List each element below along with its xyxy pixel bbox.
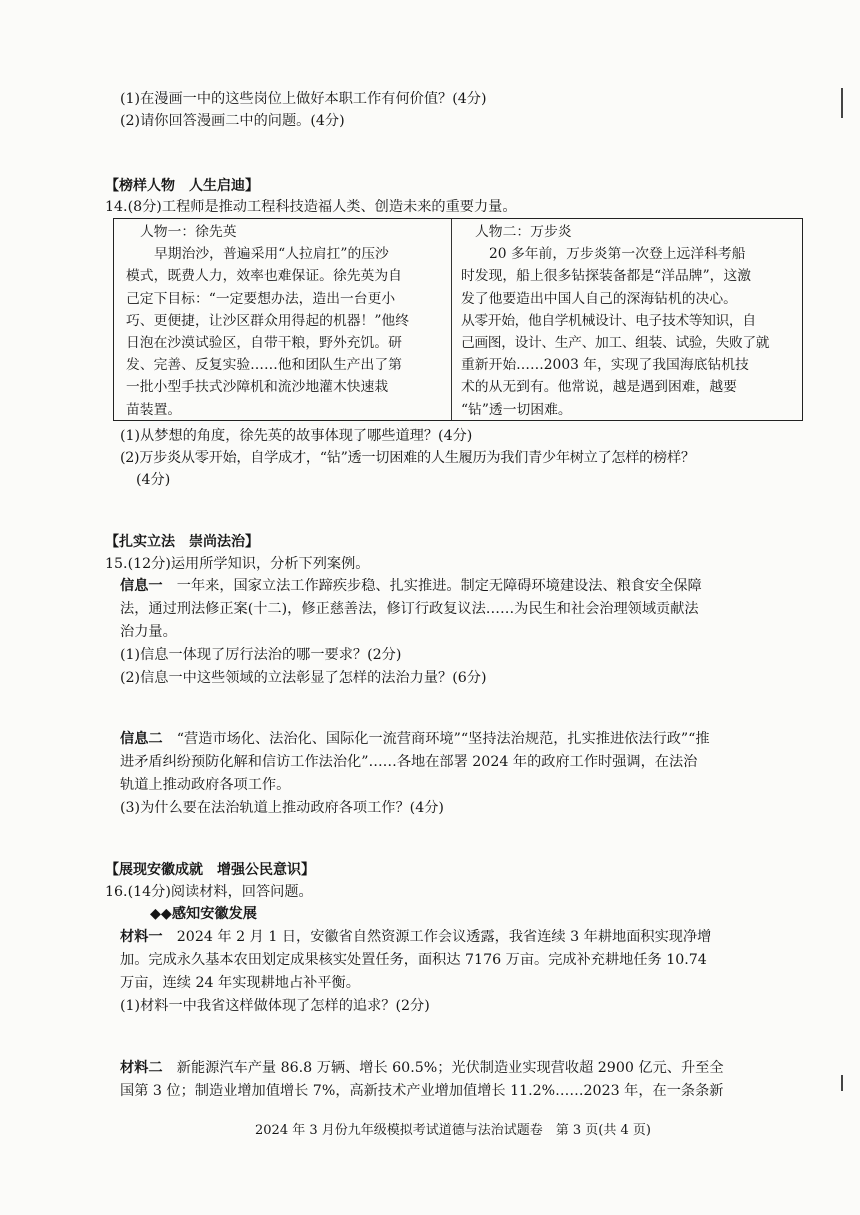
q15-sub3: (3)为什么要在法治轨道上推动政府各项工作？(4分) (120, 800, 444, 816)
cell-title: 人物一：徐先英 (140, 224, 237, 240)
scan-edge-mark (841, 1075, 843, 1091)
cell-line: “钻”透一切困难。 (461, 401, 572, 418)
cell-line: 20 多年前，万步炎第一次登上远洋科考船 (489, 246, 746, 263)
page-footer: 2024 年 3 月份九年级模拟考试道德与法治试题卷 第 3 页(共 4 页) (255, 1123, 651, 1138)
info1-label: 信息一 (120, 578, 163, 594)
q14-figure-table (113, 218, 803, 421)
material1-line: 2024 年 2 月 1 日，安徽省自然资源工作会议透露，我省连续 3 年耕地面积实现净增 (162, 929, 712, 945)
material1-label: 材料一 (120, 929, 163, 945)
q15-info2-line3: 轨道上推动政府各项工作。 (120, 777, 291, 793)
cell-line: 术的从无到有。他常说，越是遇到困难，越要 (461, 379, 737, 396)
cell-title: 人物二：万步炎 (475, 224, 572, 240)
section-heading-anhui: 【展现安徽成就 增强公民意识】 (105, 862, 315, 878)
cell-line: 己画图，设计、生产、加工、组装、试验，失败了就 (461, 335, 770, 352)
section-heading-rule-of-law: 【扎实立法 崇尚法治】 (105, 534, 259, 550)
cell-line: 发了他要造出中国人自己的深海钻机的决心。 (461, 290, 737, 307)
info2-label: 信息二 (120, 731, 163, 747)
q15-sub1: (1)信息一体现了厉行法治的哪一要求？(2分) (120, 647, 402, 663)
cell-line: 日泡在沙漠试验区，自带干粮，野外充饥。研 (126, 335, 402, 352)
cell-line: 一批小型手扶式沙障机和流沙地灌木快速栽 (126, 379, 389, 396)
cell-line: 巧、更便捷，让沙区群众用得起的机器！”他终 (126, 312, 409, 329)
q15-info1-line2: 法，通过刑法修正案(十二)，修正慈善法，修订行政复议法……为民生和社会治理领域贡献法 (120, 601, 699, 617)
q15-info2 (120, 728, 710, 750)
q15-stem: 15.(12分)运用所学知识，分析下列案例。 (105, 556, 370, 572)
q15-info1 (120, 575, 702, 597)
table-cell-xu-xianying (126, 221, 448, 421)
cell-line: 从零开始，他自学机械设计、电子技术等知识，自 (461, 312, 756, 329)
material2-line: 新能源汽车产量 86.8 万辆、增长 60.5%；光伏制造业实现营收超 2900 亿元、升至全 (162, 1060, 724, 1076)
q16-material1-line2: 加。完成永久基本农田划定成果核实处置任务，面积达 7176 万亩。完成补充耕地任务 10.74 (120, 952, 707, 968)
q14-sub2: (2)万步炎从零开始，自学成才，“钻”透一切困难的人生履历为我们青少年树立了怎样的榜样？ (120, 450, 695, 466)
q15-info1-line3: 治力量。 (120, 624, 177, 640)
q15-info2-line2: 进矛盾纠纷预防化解和信访工作法治化”……各地在部署 2024 年的政府工作时强调，在法治 (120, 754, 698, 770)
q14-sub2-score: (4分) (136, 472, 171, 488)
q14-stem: 14.(8分)工程师是推动工程科技造福人类、创造未来的重要力量。 (105, 199, 517, 215)
q16-stem: 16.(14分)阅读材料，回答问题。 (105, 884, 313, 900)
cell-line: 重新开始……2003 年，实现了我国海底钻机技 (461, 357, 749, 374)
cell-line: 己定下目标：“一定要想办法，造出一台更小 (126, 290, 396, 307)
scan-edge-mark (841, 88, 843, 118)
q16-subhead: ◆◆感知安徽发展 (150, 906, 257, 922)
q16-material2 (120, 1057, 724, 1079)
q13-sub1: (1)在漫画一中的这些岗位上做好本职工作有何价值？(4分) (120, 91, 487, 107)
q16-material1 (120, 926, 711, 948)
info2-line: “营造市场化、法治化、国际化一流营商环境”“坚持法治规范，扎实推进依法行政”“推 (162, 731, 710, 747)
table-cell-wan-buyan (461, 221, 799, 421)
section-heading-role-models: 【榜样人物 人生启迪】 (105, 178, 259, 194)
material2-label: 材料二 (120, 1060, 163, 1076)
cell-line: 苗装置。 (126, 401, 182, 418)
table-divider (451, 219, 452, 420)
q13-sub2: (2)请你回答漫画二中的问题。(4分) (120, 113, 345, 129)
q14-sub1: (1)从梦想的角度，徐先英的故事体现了哪些道理？(4分) (120, 428, 473, 444)
q16-sub1: (1)材料一中我省这样做体现了怎样的追求？(2分) (120, 998, 430, 1014)
q16-material1-line3: 万亩，连续 24 年实现耕地占补平衡。 (120, 975, 360, 991)
q15-sub2: (2)信息一中这些领域的立法彰显了怎样的法治力量？(6分) (120, 670, 487, 686)
cell-line: 时发现，船上很多钻探装备都是“洋品牌”，这激 (461, 268, 752, 285)
cell-line: 模式，既费人力，效率也难保证。徐先英为自 (126, 268, 402, 285)
info1-line: 一年来，国家立法工作蹄疾步稳、扎实推进。制定无障碍环境建设法、粮食安全保障 (162, 578, 702, 594)
cell-line: 发、完善、反复实验……他和团队生产出了第 (126, 357, 402, 374)
cell-line: 早期治沙，普遍采用“人拉肩扛”的压沙 (154, 246, 389, 263)
q16-material2-line2: 国第 3 位；制造业增加值增长 7%，高新技术产业增加值增长 11.2%……2023 年，在一条条新 (120, 1083, 724, 1099)
